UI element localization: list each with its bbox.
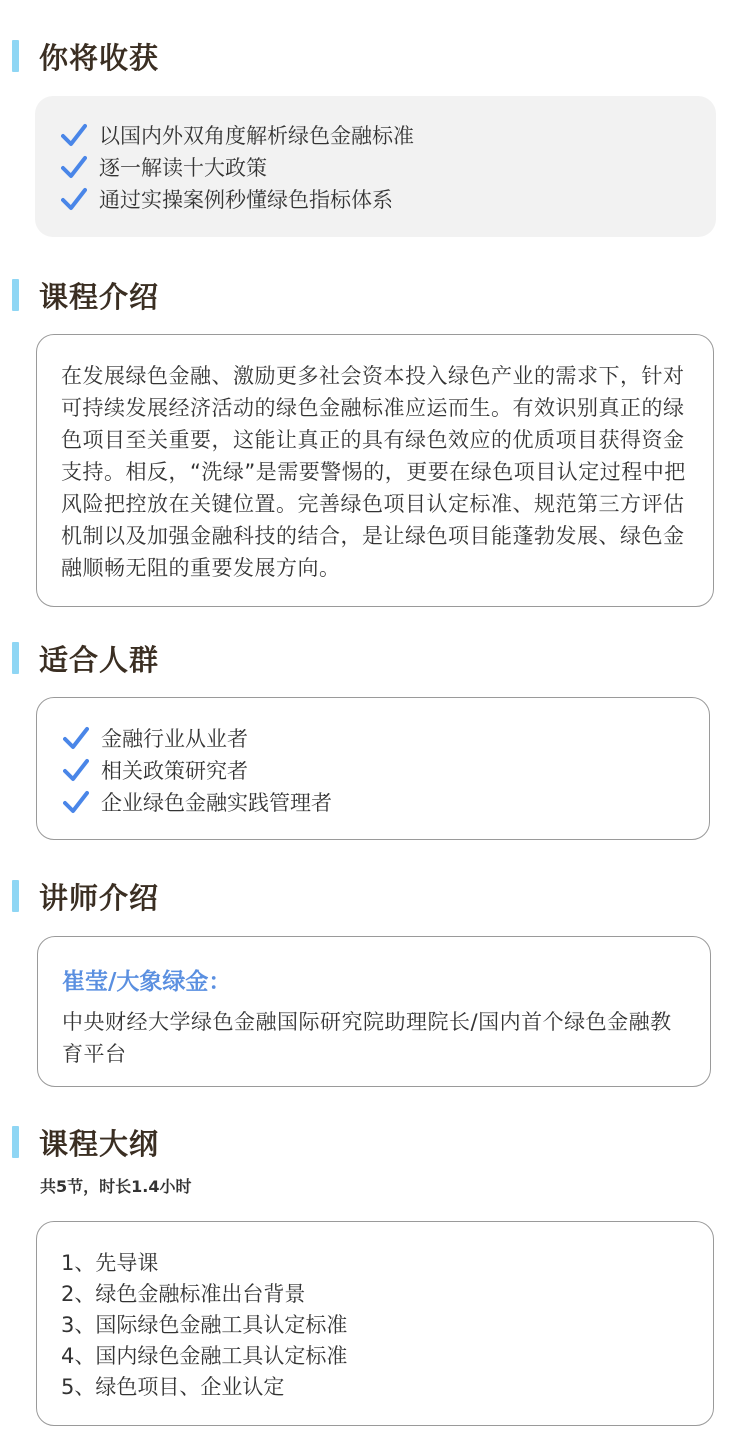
gains-card <box>35 96 716 237</box>
title-accent-bar <box>12 279 19 311</box>
title-accent-bar <box>12 642 19 674</box>
list-item <box>61 119 716 151</box>
outline-subtitle: 共5节，时长1.4小时 <box>40 1177 192 1196</box>
list-item-label: 相关政策研究者 <box>101 759 248 783</box>
intro-card <box>36 334 714 607</box>
check-icon <box>63 790 89 814</box>
lecturer-bio: 中央财经大学绿色金融国际研究院助理院长/国内首个绿色金融教育平台 <box>62 1010 672 1066</box>
lecturer-card <box>37 936 711 1087</box>
list-item: 3、国际绿色金融工具认定标准 <box>61 1313 348 1337</box>
section-title-text: 课程大纲 <box>39 1126 160 1161</box>
audience-list <box>63 722 709 818</box>
list-item <box>61 183 716 215</box>
list-item <box>61 151 716 183</box>
list-item-label: 企业绿色金融实践管理者 <box>101 791 332 815</box>
list-item: 5、绿色项目、企业认定 <box>61 1375 285 1399</box>
list-item: 4、国内绿色金融工具认定标准 <box>61 1344 348 1368</box>
section-title-text: 适合人群 <box>39 642 160 677</box>
list-item: 1、先导课 <box>61 1251 159 1275</box>
check-icon <box>63 726 89 750</box>
list-item: 2、绿色金融标准出台背景 <box>61 1282 306 1306</box>
title-accent-bar <box>12 40 19 72</box>
section-title-audience <box>12 638 159 678</box>
section-title-outline <box>12 1122 159 1162</box>
title-accent-bar <box>12 1126 19 1158</box>
check-icon <box>61 123 87 147</box>
list-item <box>63 754 709 786</box>
check-icon <box>61 155 87 179</box>
check-icon <box>63 758 89 782</box>
audience-card <box>36 697 710 840</box>
list-item-label: 金融行业从业者 <box>101 727 248 751</box>
list-item <box>63 722 709 754</box>
section-title-text: 你将收获 <box>39 40 160 75</box>
gains-list <box>61 119 716 215</box>
list-item-label: 以国内外双角度解析绿色金融标准 <box>99 124 414 148</box>
list-item-label: 通过实操案例秒懂绿色指标体系 <box>99 188 393 212</box>
section-title-gains <box>12 36 159 76</box>
list-item-label: 逐一解读十大政策 <box>99 156 267 180</box>
section-title-text: 课程介绍 <box>39 279 160 314</box>
section-title-intro <box>12 275 159 315</box>
section-title-lecturer <box>12 876 159 916</box>
list-item <box>63 786 709 818</box>
title-accent-bar <box>12 880 19 912</box>
lecturer-name: 崔莹/大象绿金： <box>62 969 232 995</box>
outline-card <box>36 1221 714 1426</box>
check-icon <box>61 187 87 211</box>
outline-list <box>61 1248 713 1403</box>
section-title-text: 讲师介绍 <box>39 880 160 915</box>
intro-text: 在发展绿色金融、激励更多社会资本投入绿色产业的需求下，针对可持续发展经济活动的绿色金融标准应运而生。有效识别真正的绿色项目至关重要，这能让真正的具有绿色效应的优质项目获得资金支持。相反，“洗绿”是需要警惕的，更要在绿色项目认定过程中把风险把控放在关键位置。完善绿色项目认定标准、规范第三方评估机制以及加强金融科技的结合，是让绿色项目能蓬勃发展、绿色金融顺畅无阻的重要发展方向。 <box>61 364 686 580</box>
